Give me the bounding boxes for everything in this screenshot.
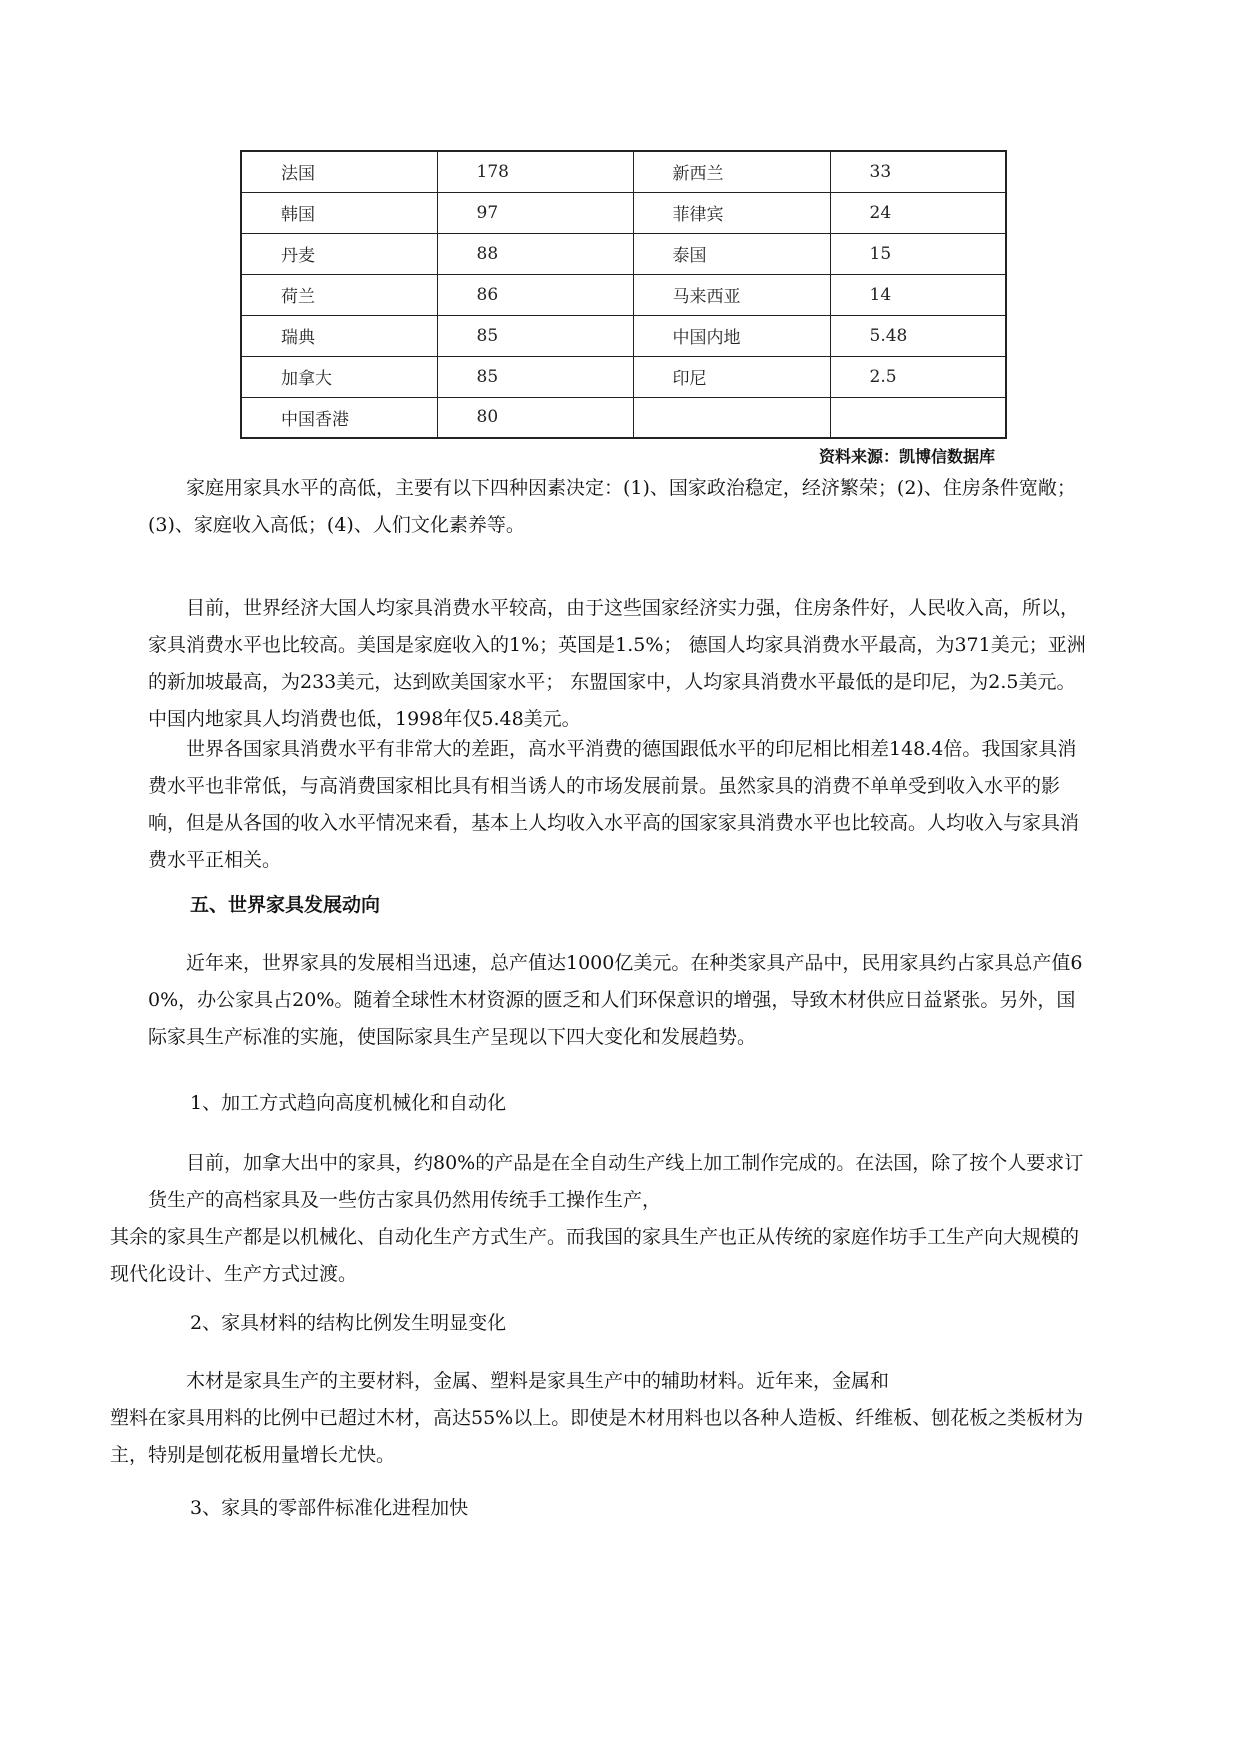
paragraph-consumption-gap: 世界各国家具消费水平有非常大的差距，高水平消费的德国跟低水平的印尼相比相差148.4倍。我国家具消费水平也非常低，与高消费国家相比具有相当诱人的市场发展前景。虽然家具的消费不单单受到收入水平的影响，但是从各国的收入水平情况来看，基本上人均收入水平高的国家家具消费水平也比较高。人均收入与家具消费水平正相关。 <box>148 738 1080 871</box>
table-cell-value: 14 <box>830 274 1006 315</box>
table-row <box>241 192 1006 233</box>
paragraph-mechanization-part1: 目前，加拿大出中的家具，约80%的产品是在全自动生产线上加工制作完成的。在法国，除了按个人要求订货生产的高档家具及一些仿古家具仍然用传统手工操作生产， <box>148 1152 1084 1211</box>
table-source-note: 资料来源：凯博信数据库 <box>818 447 995 466</box>
table-cell-region <box>633 397 830 438</box>
table-cell-value: 178 <box>437 151 633 192</box>
table-cell-value: 24 <box>830 192 1006 233</box>
table-cell-region: 中国香港 <box>241 397 437 438</box>
table-cell-region: 韩国 <box>241 192 437 233</box>
paragraph-materials-part2: 塑料在家具用料的比例中已超过木材，高达55%以上。即使是木材用料也以各种人造板、纤维板、刨花板之类板材为主，特别是刨花板用量增长尤快。 <box>110 1407 1084 1466</box>
table-cell-value: 33 <box>830 151 1006 192</box>
table-cell-value: 5.48 <box>830 315 1006 356</box>
table-row <box>241 274 1006 315</box>
table-row <box>241 397 1006 438</box>
table-cell-value: 85 <box>437 315 633 356</box>
table-cell-region: 瑞典 <box>241 315 437 356</box>
table-cell-region: 加拿大 <box>241 356 437 397</box>
table-cell-region: 新西兰 <box>633 151 830 192</box>
table-cell-region: 菲律宾 <box>633 192 830 233</box>
subheading-standardization: 3、家具的零部件标准化进程加快 <box>190 1497 469 1519</box>
table-cell-region: 荷兰 <box>241 274 437 315</box>
section-heading: 五、世界家具发展动向 <box>190 894 381 916</box>
table-cell-region: 法国 <box>241 151 437 192</box>
table-cell-value: 88 <box>437 233 633 274</box>
table-cell-value: 97 <box>437 192 633 233</box>
paragraph-factors: 家庭用家具水平的高低，主要有以下四种因素决定：(1)、国家政治稳定，经济繁荣；(2)、住房条件宽敞；(3)、家庭收入高低；(4)、人们文化素养等。 <box>148 477 1076 536</box>
furniture-consumption-table <box>240 150 1007 439</box>
table-cell-value <box>830 397 1006 438</box>
table-row <box>241 151 1006 192</box>
table-row <box>241 356 1006 397</box>
table-cell-region: 马来西亚 <box>633 274 830 315</box>
table-cell-value: 86 <box>437 274 633 315</box>
paragraph-materials <box>110 1363 1093 1474</box>
paragraph-materials-part1: 木材是家具生产的主要材料，金属、塑料是家具生产中的辅助材料。近年来，金属和 <box>186 1370 890 1392</box>
table-cell-value: 2.5 <box>830 356 1006 397</box>
paragraph-mechanization-part2: 其余的家具生产都是以机械化、自动化生产方式生产。而我国的家具生产也正从传统的家庭作坊手工生产向大规模的现代化设计、生产方式过渡。 <box>110 1226 1080 1285</box>
table-cell-value: 85 <box>437 356 633 397</box>
table-cell-value: 80 <box>437 397 633 438</box>
table-row <box>241 233 1006 274</box>
paragraph-consumption-levels: 目前，世界经济大国人均家具消费水平较高，由于这些国家经济实力强，住房条件好，人民收入高，所以，家具消费水平也比较高。美国是家庭收入的1%；英国是1.5%； 德国人均家具消费水平最高，为371美元；亚洲的新加坡最高，为233美元，达到欧美国家水平； 东盟国家中，人均家具消费水平最低的是印尼，为2.5美元。中国内地家具人均消费也低，1998年仅5.48美元。 <box>148 597 1086 730</box>
subheading-materials: 2、家具材料的结构比例发生明显变化 <box>190 1312 507 1334</box>
paragraph-mechanization <box>110 1145 1093 1293</box>
table-cell-region: 中国内地 <box>633 315 830 356</box>
subheading-mechanization: 1、加工方式趋向高度机械化和自动化 <box>190 1092 507 1114</box>
table-cell-region: 泰国 <box>633 233 830 274</box>
table-row <box>241 315 1006 356</box>
table-cell-value: 15 <box>830 233 1006 274</box>
table-cell-region: 丹麦 <box>241 233 437 274</box>
table-cell-region: 印尼 <box>633 356 830 397</box>
paragraph-world-trend: 近年来，世界家具的发展相当迅速，总产值达1000亿美元。在种类家具产品中，民用家具约占家具总产值60%，办公家具占20%。随着全球性木材资源的匮乏和人们环保意识的增强，导致木材供应日益紧张。另外，国际家具生产标准的实施，使国际家具生产呈现以下四大变化和发展趋势。 <box>148 952 1083 1048</box>
